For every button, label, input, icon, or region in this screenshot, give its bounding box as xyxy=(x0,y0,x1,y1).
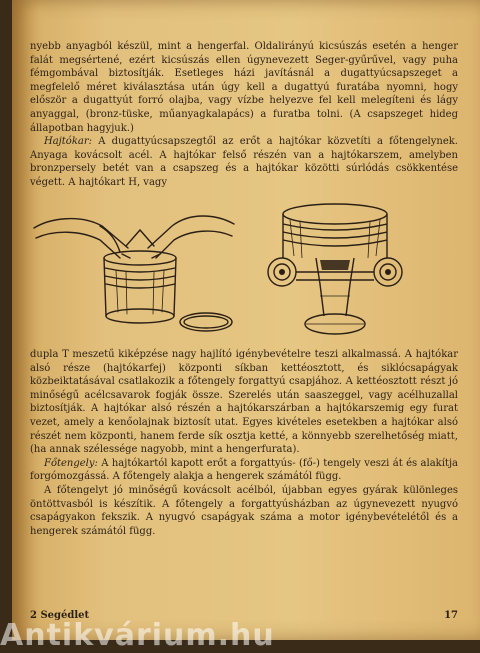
watermark: Antikvárium.hu xyxy=(0,618,275,653)
illustration-piston-ring-fitting xyxy=(30,196,240,344)
illustration-piston-cutaway xyxy=(260,196,410,344)
paragraph-text: A dugattyúcsapszegtől az erőt a hajtókar közvetíti a főtengelynek. Anyaga kovácsolt acél. A hajtókar felső részén van a hajtókarszem, amelyben bronzpersely betét van a csapszeg és a hajtókar közötti súrlódás csökkentése végett. A hajtókart H, vagy xyxy=(30,136,458,188)
paragraph-hajtokar xyxy=(30,135,458,189)
term-fotengely: Főtengely: xyxy=(44,457,98,469)
figures xyxy=(30,196,458,344)
page-number: 17 xyxy=(444,610,458,621)
signature-mark: 2 Segédlet xyxy=(30,610,90,621)
text-block-bottom xyxy=(30,348,458,538)
paragraph-fotengely xyxy=(30,457,458,484)
paragraph: A főtengelyt jó minőségű kovácsolt acélból, újabban egyes gyárak különleges öntöttvasból is készítik. A főtengely a forgattyúsházban az úgynevezett nyugvó csapágyakon fekszik. A nyugvó csapágyak száma a motor igénybevételétől és a hengerek számától függ. xyxy=(30,484,458,537)
text-block-top xyxy=(30,40,458,190)
term-hajtokar: Hajtókar: xyxy=(44,136,92,148)
paragraph: nyebb anyagból készül, mint a hengerfal. Oldalirányú kicsúszás esetén a henger falát megsértené, ezért kicsúszás ellen úgynevezett Seger-gyűrűvel, vagy puha fémgombával biztosítják. Esetleges házi javításnál a dugattyúcsapszeget a megfelelő méret kiválasztása után úgy kell a dugattyú furatába nyomni, hogy először a dugattyút forró olajba, vagy vízbe helyezve fel kell melegíteni és lágy anyaggal, (bronz-tüske, műanyagkalapács) a furatba tolni. (A csapszeget hideg állapotban hagyjuk.) xyxy=(30,41,458,134)
paragraph-text: A hajtókartól kapott erőt a forgattyús- (fő-) tengely veszi át és alakítja forgómozgássá. A főtengely alakja a hengerek számától függ. xyxy=(30,457,458,483)
book-page xyxy=(12,0,480,640)
paragraph: dupla T meszetű kiképzése nagy hajlító igénybevételre teszi alkalmassá. A hajtókar alsó része (hajtókarfej) központi síkban kettéosztott, és siklócsapágyak közbeiktatásával csatlakozik a főtengely forgattyú csapjához. A kettéosztott részt jó minőségű acélcsavarok fogják össze. Szerelés után saaszeggel, vagy acélhuzallal biztosítják. A hajtókar alsó részén a hajtókarszárban a hajtókarszemig egy furat vezet, amely a kenőolajnak biztosít utat. Egyes kivételes esetekben a hajtókar alsó részét nem központi, hanem ferde sík osztja ketté, a könnyebb szerelhetőség miatt, (ha annak szélessége nagyobb, mint a hengerfurata). xyxy=(30,349,458,456)
